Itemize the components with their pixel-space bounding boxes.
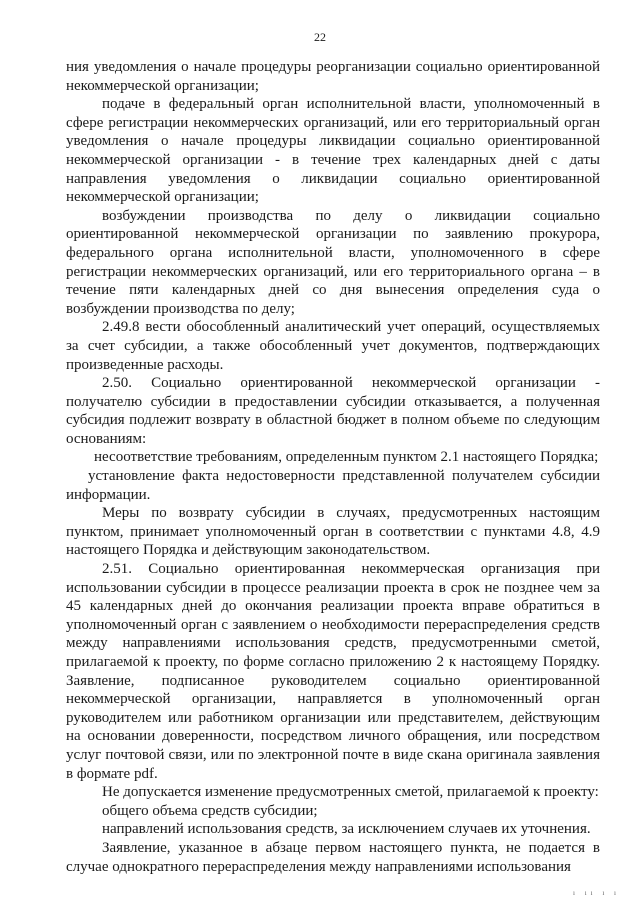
paragraph-noncompliance: несоответствие требованиям, определенным пунктом 2.1 настоящего Порядка; [94, 449, 599, 466]
paragraph-notification-liquidation: подаче в федеральный орган исполнительной власти, уполномоченный в сфере регистрации некоммерческих организаций, или его территориальный орган уведомления о начале процедуры ликвидации социально ориентированной некоммерческой организации - в течение трех календарных дней с даты направления уведомления о ликвидации социально ориентированной некоммерческой организации; [66, 96, 600, 206]
paragraph-2-51: 2.51. Социально ориентированная некоммерческая организация при использовании субсидии в процессе реализации проекта в срок не позднее чем за 45 календарных дней до окончания реализации проекта вправе обратиться в уполномоченный орган с заявлением о необходимости перераспределения средств между направлениями использования средств, предусмотренными сметой, прилагаемой к проекту, по форме согласно приложению 2 к настоящему Порядку. Заявление, подписанное руководителем социально ориентированной некоммерческой организации, направляется в уполномоченный орган руководителем или работником организации или представителем, действующим на основании доверенности, посредством личного обращения, или посредством услуг почтовой связи, или по электронной почте в виде скана оригинала заявления в формате pdf. [66, 561, 600, 782]
document-body [66, 58, 600, 876]
paragraph-continuation: ния уведомления о начале процедуры реорганизации социально ориентированной некоммерческой организации; [66, 59, 600, 94]
paragraph-false-information: установление факта недостоверности представленной получателем субсидии информации. [66, 468, 600, 503]
paragraph-total-volume: общего объема средств субсидии; [102, 802, 318, 819]
scan-marks: ı ıı ı ı [573, 889, 620, 897]
paragraph-application-exception: Заявление, указанное в абзаце первом настоящего пункта, не подается в случае однократного перераспределения между направлениями использования [66, 839, 600, 875]
paragraph-court-proceedings: возбуждении производства по делу о ликвидации социально ориентированной некоммерческой организации по заявлению прокурора, федерального органа исполнительной власти, уполномоченного в сфере регистрации некоммерческих организаций, или его территориального органа – в течение пяти календарных дней со дня вынесения определения суда о возбуждении производства по делу; [66, 207, 600, 317]
paragraph-2-50: 2.50. Социально ориентированной некоммерческой организации - получателю субсидии в предоставлении субсидии отказывается, а полученная субсидия подлежит возврату в областной бюджет в полном объеме по следующим основаниям: [66, 375, 600, 447]
paragraph-2-49-8: 2.49.8 вести обособленный аналитический учет операций, осуществляемых за счет субсидии, а также обособленный учет документов, подтверждающих произведенные расходы. [66, 319, 600, 373]
paragraph-refund-measures: Меры по возврату субсидии в случаях, предусмотренных настоящим пунктом, принимает уполномоченный орган в соответствии с пунктами 4.8, 4.9 настоящего Порядка и действующим законодательством. [66, 505, 600, 559]
paragraph-directions: направлений использования средств, за исключением случаев их уточнения. [102, 821, 591, 838]
paragraph-not-allowed: Не допускается изменение предусмотренных сметой, прилагаемой к проекту: [102, 784, 599, 801]
page-number: 22 [314, 30, 326, 44]
